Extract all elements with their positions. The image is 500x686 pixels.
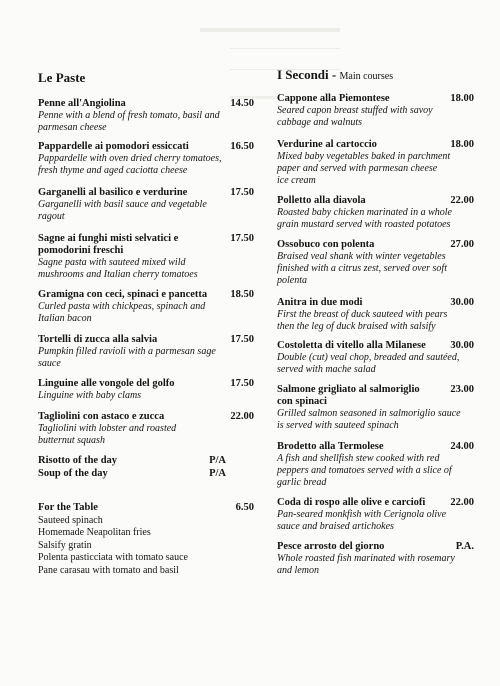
dish-price: 23.00 [450, 384, 474, 395]
dish-name: Linguine alle vongole del golfo [38, 378, 175, 389]
menu-item [277, 384, 474, 432]
le-paste-heading: Le Paste [38, 70, 86, 85]
menu-item [277, 239, 474, 287]
dish-description: A fish and shellfish stew cooked with red [277, 453, 440, 464]
dish-name: Cappone alla Piemontese [277, 93, 390, 104]
dish-description: butternut squash [38, 435, 105, 446]
dish-description: served with mache salad [277, 364, 376, 375]
dish-name: Soup of the day [38, 468, 108, 479]
menu-item [277, 93, 474, 129]
dish-price: 30.00 [450, 340, 474, 351]
dish-description: ice cream [277, 175, 316, 186]
dish-price: 17.50 [230, 378, 254, 389]
dish-name: Tortelli di zucca alla salvia [38, 334, 158, 345]
menu-item [277, 541, 474, 577]
risotto-of-the-day [38, 455, 254, 468]
dish-description: sauce and braised artichokes [277, 521, 394, 532]
dish-description: Penne with a blend of fresh tomato, basil and [38, 110, 220, 121]
side-dish: Polenta pasticciata with tomato sauce [38, 552, 188, 563]
dish-price: 18.00 [450, 139, 474, 150]
dish-price: 18.50 [230, 289, 254, 300]
menu-item [277, 340, 474, 376]
dish-name: Verdurine al cartoccio [277, 139, 377, 150]
dish-description: Roasted baby chicken marinated in a whole [277, 207, 452, 218]
dish-description: Whole roasted fish marinated with rosemary [277, 553, 455, 564]
dish-description: First the breast of duck sauteed with pears [277, 309, 448, 320]
dish-price: 24.00 [450, 441, 474, 452]
dish-name: Costoletta di vitello alla Milanese [277, 340, 426, 351]
dish-price: 22.00 [230, 411, 254, 422]
dish-description: Grilled salmon seasoned in salmoriglio sauce [277, 408, 461, 419]
dish-price: 16.50 [230, 141, 254, 152]
menu-item [277, 297, 474, 333]
dish-price: 27.00 [450, 239, 474, 250]
i-secondi-subtitle: Main courses [339, 71, 394, 82]
dish-description: sauce [38, 358, 61, 369]
dish-name: Anitra in due modi [277, 297, 363, 308]
dish-description: ragout [38, 211, 65, 222]
dish-price: 30.00 [450, 297, 474, 308]
dish-description: Double (cut) veal chop, breaded and sautéed, [277, 352, 460, 363]
dish-price: 17.50 [230, 187, 254, 198]
menu-item [277, 441, 474, 489]
dish-name: Gramigna con ceci, spinaci e pancetta [38, 289, 208, 300]
menu-item [38, 378, 254, 402]
soup-of-the-day [38, 468, 254, 481]
menu-item [38, 141, 254, 177]
dish-description: is served with sauteed spinach [277, 420, 399, 431]
dish-description: Tagliolini with lobster and roasted [38, 423, 177, 434]
dish-description: garlic bread [277, 477, 327, 488]
menu-item [277, 195, 474, 231]
dish-description: mushrooms and Italian cherry tomatoes [38, 269, 198, 280]
dish-price: P/A [209, 455, 226, 466]
dish-description: grain mustard served with roasted potatoes [277, 219, 451, 230]
dish-price: P.A. [455, 541, 474, 552]
menu-item [38, 233, 254, 281]
dish-name: Ossobuco con polenta [277, 239, 375, 250]
dish-description: Braised veal shank with winter vegetables [277, 251, 446, 262]
side-dish: Pane carasau with tomato and basil [38, 564, 179, 576]
dish-description: fresh thyme and aged caciotta cheese [38, 165, 188, 176]
dish-name: Sagne ai funghi misti selvatici e pomodorini freschi [38, 233, 179, 256]
dish-description: paper and served with parmesan cheese [277, 163, 438, 174]
dish-description: Seared capon breast stuffed with savoy [277, 105, 433, 116]
dish-name: Polletto alla diavola [277, 195, 366, 206]
for-the-table-price: 6.50 [235, 502, 254, 513]
menu-item [38, 187, 254, 223]
dish-description: and lemon [277, 565, 319, 576]
dish-name: Tagliolini con astaco e zucca [38, 411, 165, 422]
dish-price: 22.00 [450, 195, 474, 206]
dish-description: parmesan cheese [38, 122, 107, 133]
dish-description: then the leg of duck braised with salsify [277, 321, 436, 332]
dish-description: cabbage and walnuts [277, 117, 362, 128]
dish-description: Sagne pasta with sauteed mixed wild [38, 257, 186, 268]
dish-description: Italian bacon [38, 313, 92, 324]
menu-item [38, 289, 254, 325]
dish-price: 14.50 [230, 98, 254, 109]
for-the-table-section [38, 502, 254, 577]
dish-name: Risotto of the day [38, 455, 118, 466]
bleed-through-mark [200, 28, 340, 32]
menu-item [277, 497, 474, 533]
dish-name: Garganelli al basilico e verdurine [38, 187, 188, 198]
dish-name: Brodetto alla Termolese [277, 441, 384, 452]
dish-description: Garganelli with basil sauce and vegetable [38, 199, 207, 210]
dish-name: Pappardelle ai pomodori essiccati [38, 141, 189, 152]
dish-name: Pesce arrosto del giorno [277, 541, 385, 552]
i-secondi-title: I Secondi [277, 67, 329, 82]
dish-description: Pan-seared monkfish with Cerignola olive [277, 509, 447, 520]
dish-description: Curled pasta with chickpeas, spinach and [38, 301, 206, 312]
dish-description: Pappardelle with oven dried cherry tomatoes, [38, 153, 222, 164]
dish-price: 18.00 [450, 93, 474, 104]
dish-description: Mixed baby vegetables baked in parchment [277, 151, 451, 162]
dish-name: Coda di rospo alle olive e carciofi [277, 497, 426, 508]
side-dish: Sauteed spinach [38, 514, 103, 526]
menu-item [38, 98, 254, 134]
dish-description: polenta [277, 275, 307, 286]
dish-price: 17.50 [230, 233, 254, 244]
side-dish: Salsify gratin [38, 539, 92, 551]
dish-description: Linguine with baby clams [38, 390, 142, 401]
menu-item [38, 334, 254, 370]
dish-description: Pumpkin filled ravioli with a parmesan sage [38, 346, 216, 357]
side-dish: Homemade Neapolitan fries [38, 527, 151, 538]
i-secondi-heading: I Secondi - Main courses [277, 67, 394, 82]
dish-price: P/A [209, 468, 226, 479]
dish-price: 17.50 [230, 334, 254, 345]
dish-price: 22.00 [450, 497, 474, 508]
for-the-table-heading: For the Table [38, 502, 98, 513]
dish-description: finished with a citrus zest, served over soft [277, 263, 447, 274]
menu-item [38, 411, 254, 447]
menu-item [277, 139, 474, 187]
dish-description: peppers and tomatoes served with a slice of [277, 465, 452, 476]
dish-name: Penne all'Angiolina [38, 98, 126, 109]
dish-name: Salmone grigliato al salmoriglio con spinaci [277, 384, 420, 407]
